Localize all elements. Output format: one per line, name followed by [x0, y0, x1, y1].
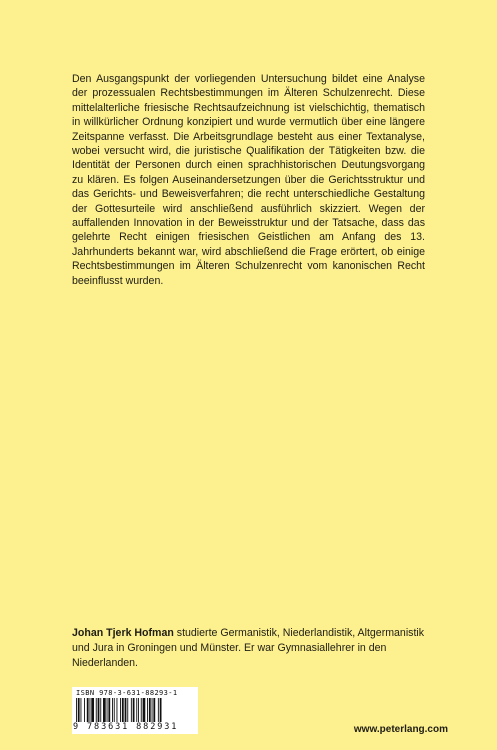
barcode-bar: [120, 698, 121, 722]
publisher-link[interactable]: www.peterlang.com: [353, 724, 448, 735]
barcode-bar: [136, 698, 137, 722]
isbn-label: ISBN 978-3-631-88293-1: [76, 689, 178, 697]
barcode-bar: [143, 698, 146, 722]
barcode-bar: [100, 698, 101, 722]
author-name: Johan Tjerk Hofman: [72, 627, 174, 639]
barcode-bar: [87, 698, 89, 722]
barcode-bar: [91, 698, 94, 722]
barcode-bar: [131, 698, 132, 722]
barcode-icon: [76, 698, 194, 722]
barcode-bar: [160, 698, 162, 722]
barcode-bar: [117, 698, 118, 722]
barcode-bar: [103, 698, 106, 722]
blurb-text: Den Ausgangspunkt der vorliegenden Untersuchung bildet eine Analyse der prozessualen Rechtsbestimmungen im Älteren Schulzenrecht. Diese mittelalterliche friesische Rechtsaufzeichnung ist vielschichtig, thematisch in willkürlicher Ordnung konzipiert und wurde vermutlich über eine längere Zeitspanne verfasst. Die Arbeitsgrundlage besteht aus einer Textanalyse, wobei versucht wird, die juristische Qualifikation der Tätigkeiten bzw. die Identität der Personen durch einen sprachhistorischen Deutungsvorgang zu klären. Es folgen Auseinandersetzungen über die Gerichtsstruktur und das Gerichts- und Beweisverfahren; die recht unterschiedliche Gestaltung der Gottesurteile wird anschließend ausführlich skizziert. Wegen der auffallenden Innovation in der Beweisstruktur und der Tatsache, dass das gelehrte Recht einigen friesischen Geistlichen am Anfang des 13. Jahrhunderts bekannt war, wird abschließend die Frage erörtert, ob einige Rechtsbestimmungen im Älteren Schulzenrecht vom kanonischen Recht beeinflusst wurden.: [72, 73, 425, 287]
author-bio: [72, 626, 432, 671]
barcode-bar: [76, 698, 77, 722]
barcode-bar: [90, 698, 91, 722]
author-bio-text: studierte Germanistik, Niederlandistik, Altgermanistik und Jura in Groningen und Münster. Er war Gymnasiallehrer in den Niederlanden.: [72, 627, 425, 669]
barcode-bar: [108, 698, 110, 722]
barcode-bar: [147, 698, 148, 722]
barcode-bar: [138, 698, 139, 722]
barcode-bar: [153, 698, 155, 722]
barcode-bar: [133, 698, 135, 722]
barcode-bar: [149, 698, 151, 722]
barcode-bar: [98, 698, 100, 722]
barcode-bar: [107, 698, 108, 722]
barcode-bar: [96, 698, 97, 722]
barcode-bar: [78, 698, 80, 722]
barcode-bar: [84, 698, 85, 722]
barcode-bar: [81, 698, 82, 722]
barcode-bar: [127, 698, 128, 722]
barcode-bar: [122, 698, 124, 722]
barcode-bar: [158, 698, 159, 722]
barcode-box: [72, 687, 198, 734]
barcode-bar: [152, 698, 153, 722]
barcode-bar: [112, 698, 113, 722]
barcode-bar: [114, 698, 115, 722]
barcode-digits: 9 783631 882931: [73, 722, 179, 732]
barcode-bar: [125, 698, 127, 722]
barcode-bar: [141, 698, 142, 722]
